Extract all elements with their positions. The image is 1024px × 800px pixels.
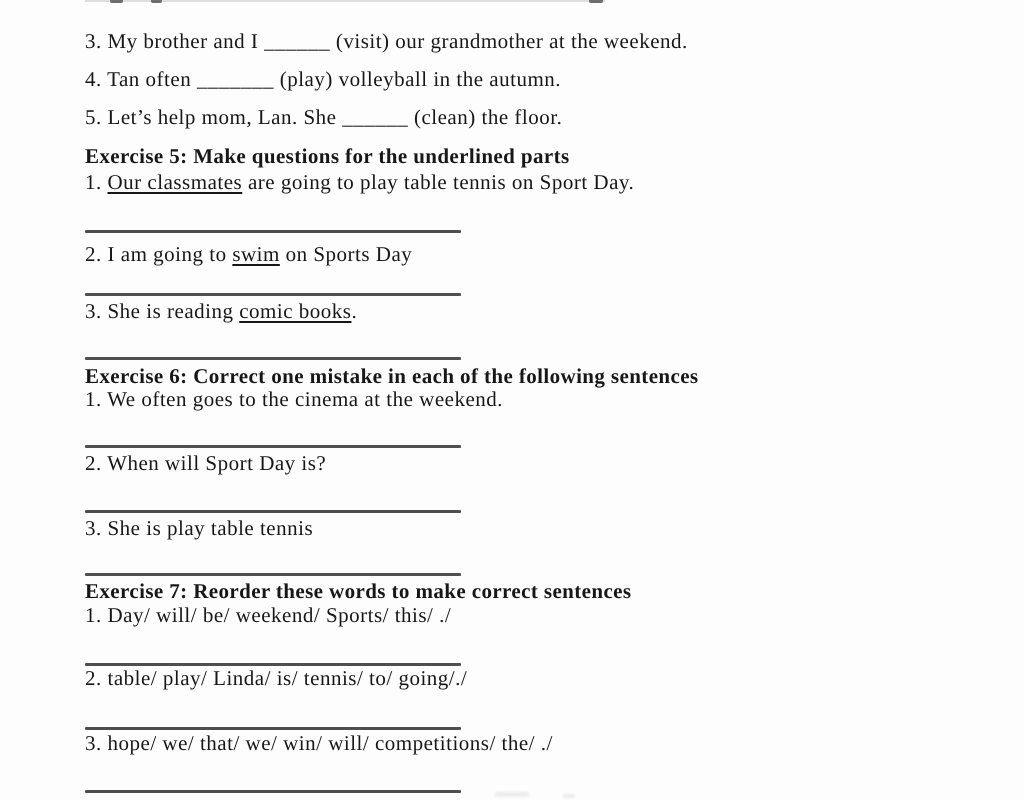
watermark-smudge xyxy=(563,794,575,798)
exercise7-item-3: 3. hope/ we/ that/ we/ win/ will/ competitions/ the/ ./ xyxy=(85,731,553,755)
answer-blank-line xyxy=(85,445,461,448)
exercise6-item-2: 2. When will Sport Day is? xyxy=(85,451,327,475)
answer-blank-line xyxy=(85,293,461,296)
exercise5-item-1 xyxy=(85,169,634,195)
answer-blank-line xyxy=(85,790,461,793)
underlined-phrase: Our classmates xyxy=(107,170,243,194)
exercise7-item-2: 2. table/ play/ Linda/ is/ tennis/ to/ going/./ xyxy=(85,666,468,690)
item-prefix: 1. xyxy=(85,170,108,194)
answer-blank-line xyxy=(85,230,461,233)
underlined-phrase: comic books xyxy=(239,299,352,323)
answer-blank-line xyxy=(85,357,461,360)
item-suffix: on Sports Day xyxy=(279,242,413,266)
cutoff-text-streak xyxy=(85,0,605,2)
cutoff-text-fragment xyxy=(589,0,603,3)
exercise6-item-1: 1. We often goes to the cinema at the weekend. xyxy=(85,387,504,411)
fill-in-item-5: 5. Let’s help mom, Lan. She ______ (clean) the floor. xyxy=(85,105,563,129)
fill-in-item-4: 4. Tan often _______ (play) volleyball in the autumn. xyxy=(85,67,562,91)
cutoff-text-fragment xyxy=(110,0,123,3)
watermark-smudge xyxy=(495,792,529,797)
exercise7-item-1: 1. Day/ will/ be/ weekend/ Sports/ this/ ./ xyxy=(85,603,452,627)
item-suffix: are going to play table tennis on Sport Day. xyxy=(242,170,635,194)
exercise5-item-2 xyxy=(85,241,412,267)
item-prefix: 2. I am going to xyxy=(85,242,233,266)
fill-in-item-3: 3. My brother and I ______ (visit) our grandmother at the weekend. xyxy=(85,29,688,53)
exercise6-heading: Exercise 6: Correct one mistake in each of the following sentences xyxy=(85,364,699,388)
exercise6-item-3: 3. She is play table tennis xyxy=(85,516,314,540)
exercise5-heading: Exercise 5: Make questions for the underlined parts xyxy=(85,144,570,168)
exercise5-item-3 xyxy=(85,298,357,324)
underlined-phrase: swim xyxy=(232,242,280,266)
answer-blank-line xyxy=(85,573,461,576)
item-prefix: 3. She is reading xyxy=(85,299,240,323)
item-suffix: . xyxy=(351,299,358,323)
cutoff-text-fragment xyxy=(151,0,162,3)
exercise7-heading: Exercise 7: Reorder these words to make correct sentences xyxy=(85,579,632,603)
answer-blank-line xyxy=(85,510,461,513)
